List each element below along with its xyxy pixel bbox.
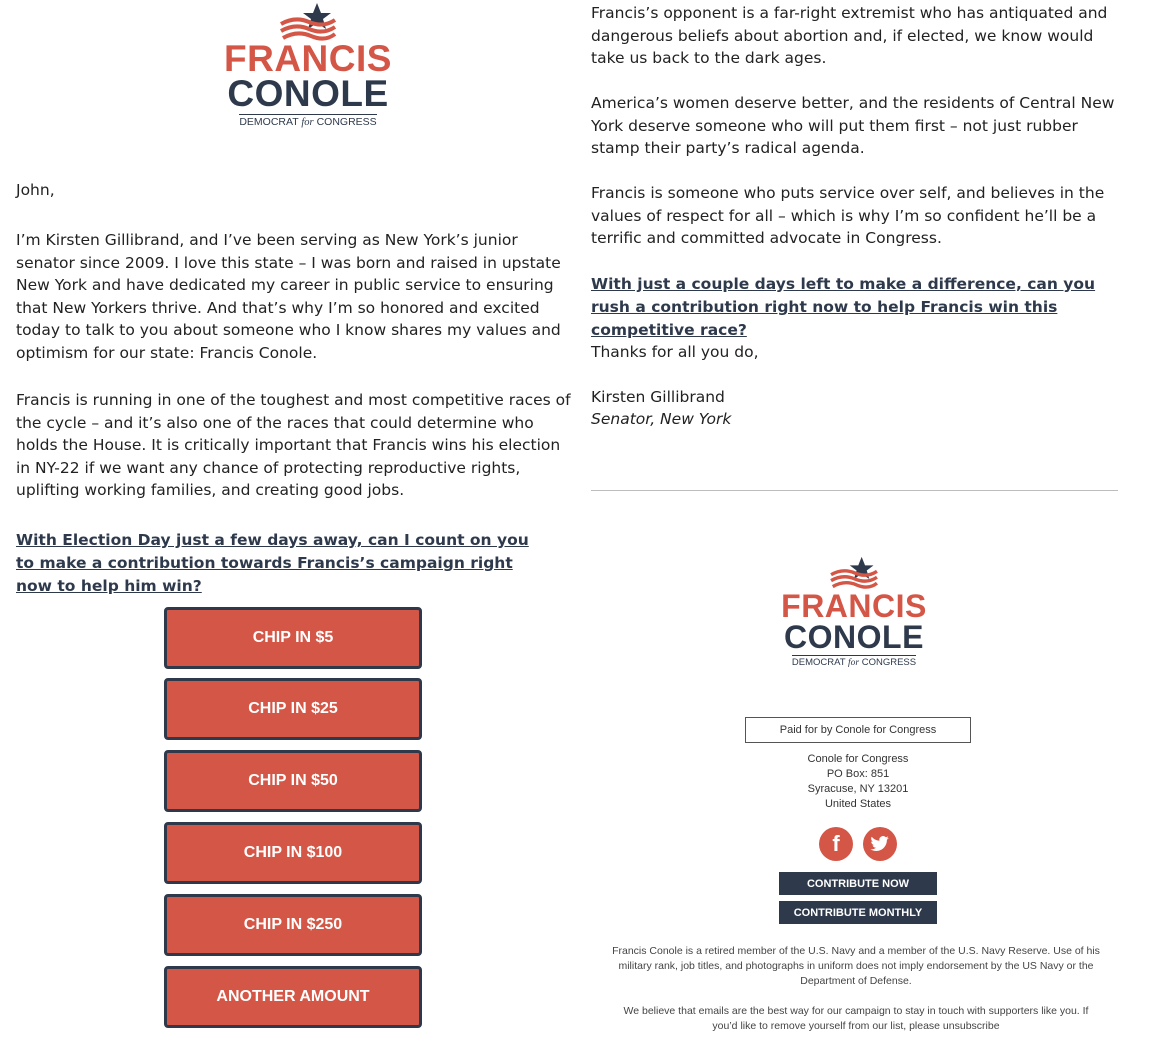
tagline-democrat: DEMOCRAT — [239, 116, 299, 128]
twitter-bird-icon — [870, 836, 890, 852]
tagline-congress: CONGRESS — [316, 116, 377, 128]
logo-tagline — [239, 114, 376, 129]
address-line: United States — [824, 798, 892, 810]
paragraph-3: Francis’s opponent is a far-right extremist who has antiquated and dangerous beliefs about abortion and, if elected, we know would take us back to the dark ages. — [591, 4, 1108, 68]
ask-link-2[interactable]: With just a couple days left to make a difference, can you rush a contribution right now to help Francis win this competitive race? — [591, 275, 1096, 339]
address-line: Syracuse, NY 13201 — [807, 783, 909, 795]
contribute-monthly-button[interactable]: CONTRIBUTE MONTHLY — [779, 901, 937, 924]
chip-in-5-button[interactable]: CHIP IN $5 — [164, 607, 422, 669]
logo-line-francis: FRANCIS — [224, 38, 392, 79]
paragraph-4: America’s women deserve better, and the residents of Central New York deserve someone who will put them first – not just rubber stamp their party’s radical agenda. — [591, 94, 1115, 158]
unsubscribe-note[interactable]: We believe that emails are the best way for our campaign to stay in touch with supporters like you. If you’d like to remove yourself from our list, please unsubscribe — [623, 1005, 1089, 1032]
greeting: John, — [16, 181, 55, 199]
chip-in-250-button[interactable]: CHIP IN $250 — [164, 894, 422, 956]
logo-tagline — [792, 655, 916, 669]
signature-name: Kirsten Gillibrand — [591, 388, 725, 406]
facebook-icon[interactable] — [819, 827, 853, 861]
paragraph-1: I’m Kirsten Gillibrand, and I’ve been serving as New York’s junior senator since 2009. I love this state – I was born and raised in upstate New York and have dedicated my career in public service to ensuring that New Yorkers thrive. And that’s why I’m so honored and excited today to talk to you about someone who I know shares my values and optimism for our state: Francis Conole. — [16, 231, 561, 362]
twitter-icon[interactable] — [863, 827, 897, 861]
military-disclaimer: Francis Conole is a retired member of the U.S. Navy and a member of the U.S. Navy Reserve. Use of his military rank, job titles, and photographs in uniform does not imply endorsement by the US Navy or the Department of Defense. — [612, 945, 1100, 987]
signature-title: Senator, New York — [591, 410, 732, 428]
thanks-line: Thanks for all you do, — [591, 343, 759, 361]
tagline-democrat: DEMOCRAT — [791, 657, 846, 668]
paragraph-2: Francis is running in one of the toughest and most competitive races of the cycle – and it’s also one of the races that could determine who holds the House. It is critically important that Francis wins his election in NY-22 if we want any chance of protecting reproductive rights, uplifting working families, and creating good jobs. — [16, 391, 571, 500]
ask-link-1[interactable]: With Election Day just a few days away, can I count on you to make a contribution towards Francis’s campaign right now to help him win? — [16, 531, 529, 595]
logo-line-francis: FRANCIS — [781, 588, 927, 624]
star-flag-icon — [823, 556, 885, 590]
chip-in-50-button[interactable]: CHIP IN $50 — [164, 750, 422, 812]
chip-in-100-button[interactable]: CHIP IN $100 — [164, 822, 422, 884]
address-line: Conole for Congress — [807, 753, 909, 765]
tagline-for: for — [301, 117, 314, 128]
mailing-address — [745, 752, 971, 812]
paragraph-5: Francis is someone who puts service over self, and believes in the values of respect for all – which is why I’m so confident he’ll be a terrific and committed advocate in Congress. — [591, 184, 1105, 248]
campaign-logo — [216, 2, 400, 129]
paid-for-box: Paid for by Conole for Congress — [745, 717, 971, 743]
star-flag-icon — [273, 2, 343, 42]
divider — [591, 490, 1118, 491]
contribute-now-button[interactable]: CONTRIBUTE NOW — [779, 872, 937, 895]
tagline-for: for — [848, 658, 860, 668]
another-amount-button[interactable]: ANOTHER AMOUNT — [164, 966, 422, 1028]
tagline-congress: CONGRESS — [861, 657, 917, 668]
logo-line-conole: CONOLE — [227, 73, 389, 114]
logo-line-conole: CONOLE — [784, 619, 924, 655]
address-line: PO Box: 851 — [826, 768, 890, 780]
chip-in-25-button[interactable]: CHIP IN $25 — [164, 678, 422, 740]
facebook-glyph: f — [832, 831, 840, 856]
footer-logo — [774, 556, 934, 669]
